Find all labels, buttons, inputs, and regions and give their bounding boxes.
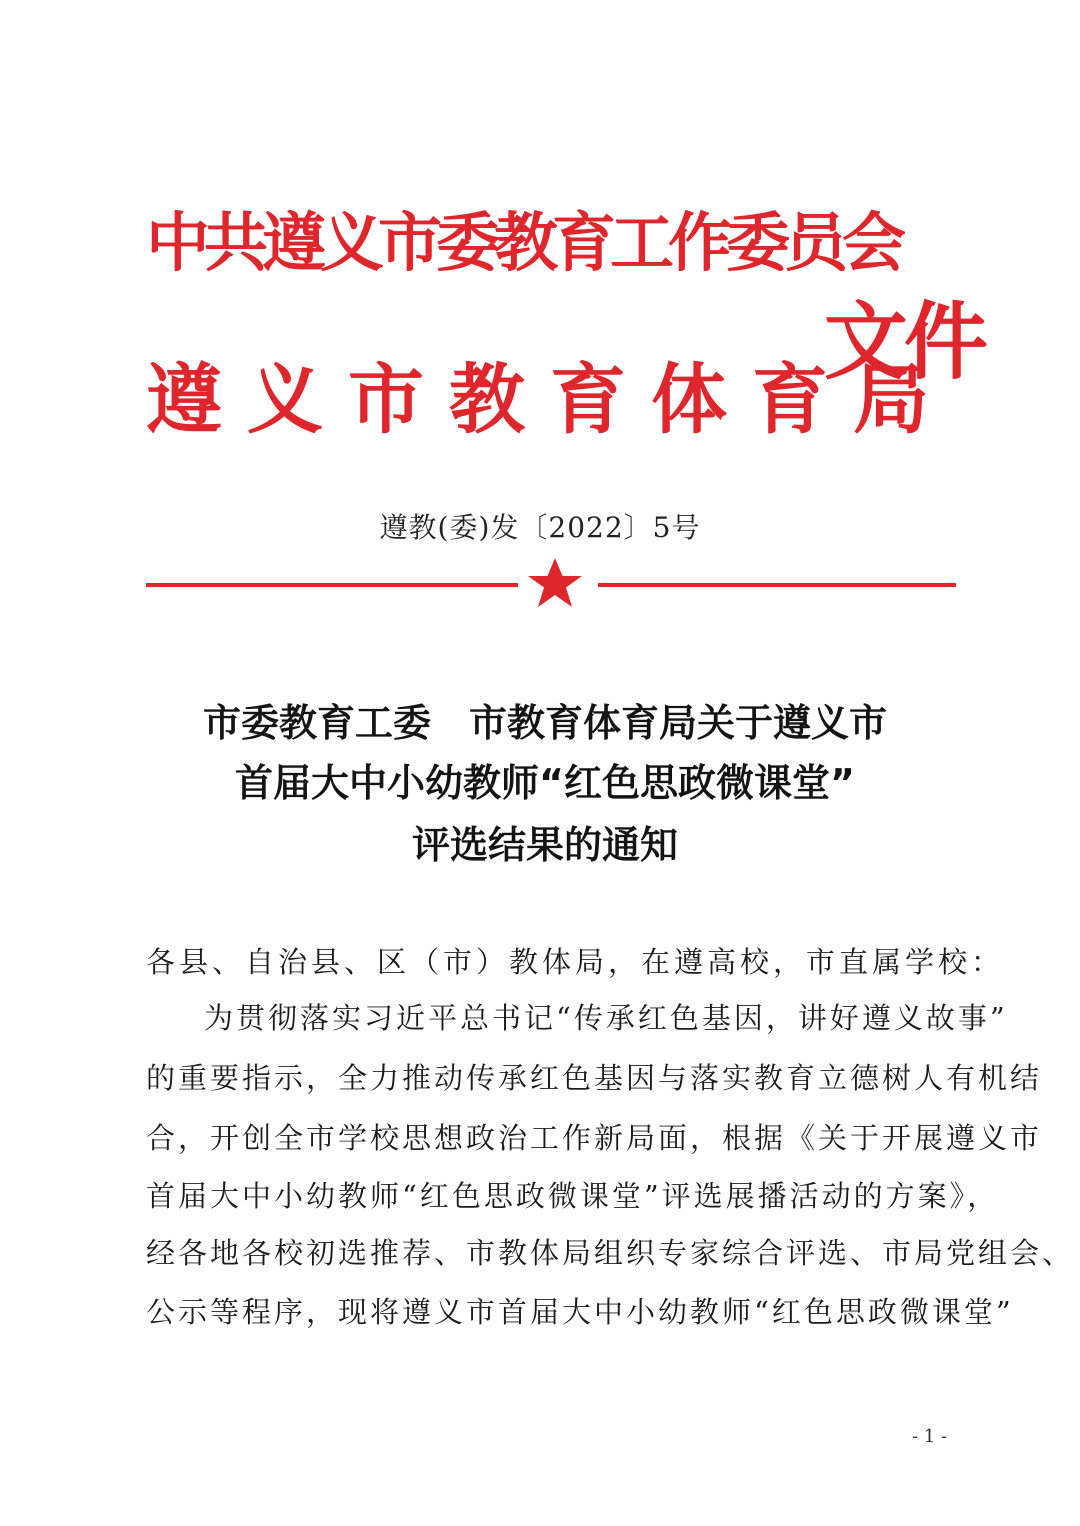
notice-title-line-2: 首届大中小幼教师“红色思政微课堂”	[235, 761, 855, 805]
body-text-line: 首届大中小幼教师“红色思政微课堂”评选展播活动的方案》，	[146, 1179, 1000, 1213]
body-text-line: 为贯彻落实习近平总书记“传承红色基因，讲好遵义故事”	[204, 1001, 1008, 1035]
body-text-line: 合，开创全市学校思想政治工作新局面，根据《关于开展遵义市	[146, 1121, 1043, 1155]
addressee-line: 各县、自治县、区（市）教体局，在遵高校，市直属学校：	[146, 945, 1005, 979]
body-text-line: 的重要指示，全力推动传承红色基因与落实教育立德树人有机结	[146, 1061, 1043, 1095]
issuer-line-education-bureau: 遵义市教育体育局	[146, 355, 954, 444]
red-star-icon	[524, 556, 586, 610]
body-text-line: 经各地各校初选推荐、市教体局组织专家综合评选、市局党组会、	[146, 1236, 1075, 1270]
notice-title-line-1: 市委教育工委 市教育体育局关于遵义市	[202, 701, 887, 745]
document-number: 遵教(委)发〔2022〕5号	[379, 511, 701, 544]
red-rule-right	[598, 583, 956, 587]
page-number: - 1 -	[912, 1426, 948, 1447]
document-type-label: 文件	[824, 293, 985, 391]
notice-title-line-3: 评选结果的通知	[411, 823, 678, 867]
body-text-line: 公示等程序，现将遵义市首届大中小幼教师“红色思政微课堂”	[146, 1295, 1014, 1329]
red-rule-left	[146, 583, 518, 587]
issuer-line-party-committee: 中共遵义市委教育工作委员会	[146, 207, 900, 281]
